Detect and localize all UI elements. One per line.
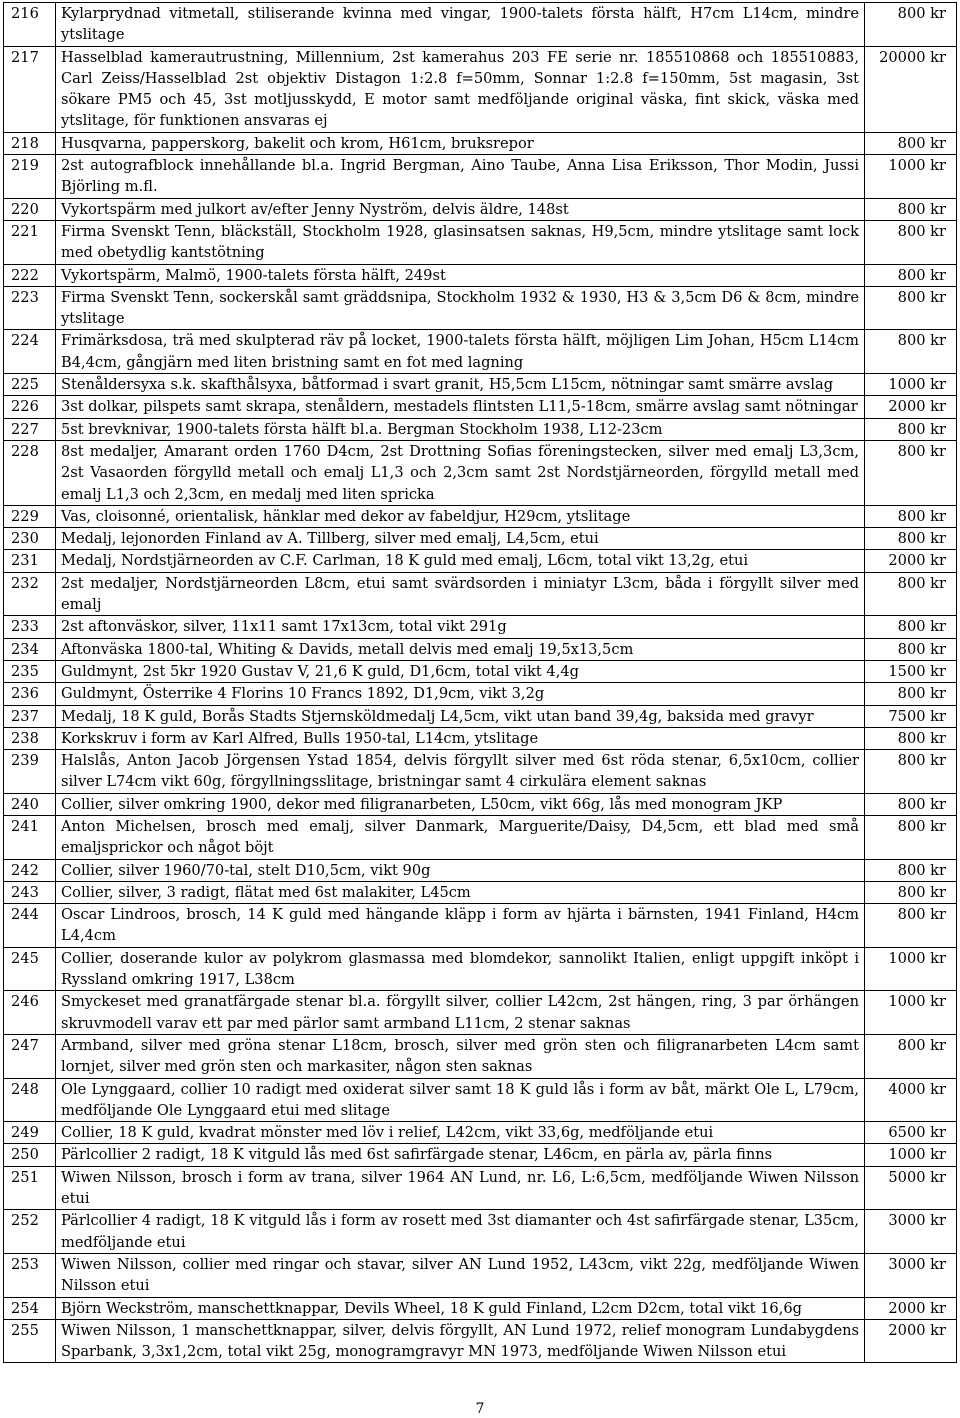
lot-number: 227 bbox=[4, 418, 56, 440]
lot-number: 223 bbox=[4, 286, 56, 330]
lot-estimate: 1000 kr bbox=[865, 1144, 957, 1166]
table-row bbox=[4, 1297, 957, 1319]
lot-estimate: 6500 kr bbox=[865, 1122, 957, 1144]
table-row bbox=[4, 46, 957, 132]
lot-number: 225 bbox=[4, 374, 56, 396]
lot-number: 248 bbox=[4, 1078, 56, 1122]
lot-description: Vas, cloisonné, orientalisk, hänklar med dekor av fabeldjur, H29cm, ytslitage bbox=[56, 505, 865, 527]
lot-number: 241 bbox=[4, 815, 56, 859]
lot-estimate: 800 kr bbox=[865, 904, 957, 948]
lot-number: 238 bbox=[4, 727, 56, 749]
lot-estimate: 800 kr bbox=[865, 750, 957, 794]
table-row bbox=[4, 264, 957, 286]
lot-estimate: 2000 kr bbox=[865, 550, 957, 572]
lot-estimate: 800 kr bbox=[865, 220, 957, 264]
lot-description: Collier, silver omkring 1900, dekor med filigranarbeten, L50cm, vikt 66g, lås med monogram JKP bbox=[56, 793, 865, 815]
table-row bbox=[4, 705, 957, 727]
lot-description: Medalj, Nordstjärneorden av C.F. Carlman, 18 K guld med emalj, L6cm, total vikt 13,2g, etui bbox=[56, 550, 865, 572]
lot-description: Anton Michelsen, brosch med emalj, silver Danmark, Marguerite/Daisy, D4,5cm, ett blad med små emaljsprickor och något böjt bbox=[56, 815, 865, 859]
lot-description: Medalj, 18 K guld, Borås Stadts Stjernsköldmedalj L4,5cm, vikt utan band 39,4g, baksida med gravyr bbox=[56, 705, 865, 727]
lot-number: 221 bbox=[4, 220, 56, 264]
lot-number: 234 bbox=[4, 638, 56, 660]
lot-description: Stenåldersyxa s.k. skafthålsyxa, båtformad i svart granit, H5,5cm L15cm, nötningar samt smärre avslag bbox=[56, 374, 865, 396]
lot-estimate: 800 kr bbox=[865, 198, 957, 220]
table-row bbox=[4, 660, 957, 682]
lot-number: 219 bbox=[4, 155, 56, 199]
auction-lot-table bbox=[3, 2, 957, 1363]
lot-estimate: 800 kr bbox=[865, 727, 957, 749]
lot-estimate: 2000 kr bbox=[865, 1297, 957, 1319]
lot-estimate: 800 kr bbox=[865, 505, 957, 527]
table-row bbox=[4, 396, 957, 418]
lot-estimate: 800 kr bbox=[865, 132, 957, 154]
lot-number: 226 bbox=[4, 396, 56, 418]
lot-estimate: 2000 kr bbox=[865, 1319, 957, 1363]
lot-description: Guldmynt, Österrike 4 Florins 10 Francs 1892, D1,9cm, vikt 3,2g bbox=[56, 683, 865, 705]
lot-estimate: 1500 kr bbox=[865, 660, 957, 682]
table-row bbox=[4, 198, 957, 220]
table-row bbox=[4, 505, 957, 527]
lot-description: 8st medaljer, Amarant orden 1760 D4cm, 2st Drottning Sofias föreningstecken, silver med emalj L3,3cm, 2st Vasaorden förgylld metall och emalj L1,3 och 2,3cm samt 2st Nordstjärneorden, förgylld metall med emalj L1,3 och 2,3cm, en medalj med liten spricka bbox=[56, 440, 865, 505]
lot-description: 2st medaljer, Nordstjärneorden L8cm, etui samt svärdsorden i miniatyr L3cm, båda i förgyllt silver med emalj bbox=[56, 572, 865, 616]
lot-number: 229 bbox=[4, 505, 56, 527]
table-row bbox=[4, 220, 957, 264]
lot-estimate: 4000 kr bbox=[865, 1078, 957, 1122]
lot-description: 3st dolkar, pilspets samt skrapa, stenåldern, mestadels flintsten L11,5-18cm, smärre avslag samt nötningar bbox=[56, 396, 865, 418]
lot-estimate: 800 kr bbox=[865, 1034, 957, 1078]
lot-estimate: 1000 kr bbox=[865, 374, 957, 396]
lot-description: Armband, silver med gröna stenar L18cm, brosch, silver med grön sten och filigranarbeten L4cm samt lornjet, silver med grön sten och markasiter, någon sten saknas bbox=[56, 1034, 865, 1078]
lot-estimate: 3000 kr bbox=[865, 1253, 957, 1297]
lot-description: Collier, silver 1960/70-tal, stelt D10,5cm, vikt 90g bbox=[56, 859, 865, 881]
lot-table-body bbox=[4, 3, 957, 1363]
lot-estimate: 1000 kr bbox=[865, 155, 957, 199]
table-row bbox=[4, 793, 957, 815]
lot-estimate: 1000 kr bbox=[865, 991, 957, 1035]
table-row bbox=[4, 638, 957, 660]
table-row bbox=[4, 1144, 957, 1166]
lot-description: 2st autografblock innehållande bl.a. Ingrid Bergman, Aino Taube, Anna Lisa Eriksson, Thor Modin, Jussi Björling m.fl. bbox=[56, 155, 865, 199]
lot-description: Firma Svenskt Tenn, sockerskål samt gräddsnipa, Stockholm 1932 & 1930, H3 & 3,5cm D6 & 8cm, mindre ytslitage bbox=[56, 286, 865, 330]
table-row bbox=[4, 330, 957, 374]
lot-number: 250 bbox=[4, 1144, 56, 1166]
lot-number: 244 bbox=[4, 904, 56, 948]
table-row bbox=[4, 572, 957, 616]
lot-description: Vykortspärm, Malmö, 1900-talets första hälft, 249st bbox=[56, 264, 865, 286]
table-row bbox=[4, 881, 957, 903]
lot-estimate: 800 kr bbox=[865, 440, 957, 505]
lot-description: Firma Svenskt Tenn, bläckställ, Stockholm 1928, glasinsatsen saknas, H9,5cm, mindre ytslitage samt lock med obetydlig kantstötning bbox=[56, 220, 865, 264]
table-row bbox=[4, 418, 957, 440]
table-row bbox=[4, 947, 957, 991]
lot-description: Vykortspärm med julkort av/efter Jenny Nyström, delvis äldre, 148st bbox=[56, 198, 865, 220]
table-row bbox=[4, 3, 957, 47]
table-row bbox=[4, 815, 957, 859]
lot-estimate: 800 kr bbox=[865, 683, 957, 705]
lot-estimate: 2000 kr bbox=[865, 396, 957, 418]
table-row bbox=[4, 440, 957, 505]
lot-number: 247 bbox=[4, 1034, 56, 1078]
lot-number: 232 bbox=[4, 572, 56, 616]
lot-number: 233 bbox=[4, 616, 56, 638]
lot-description: Aftonväska 1800-tal, Whiting & Davids, metall delvis med emalj 19,5x13,5cm bbox=[56, 638, 865, 660]
lot-number: 217 bbox=[4, 46, 56, 132]
table-row bbox=[4, 991, 957, 1035]
lot-number: 239 bbox=[4, 750, 56, 794]
lot-description: Collier, doserande kulor av polykrom glasmassa med blomdekor, sannolikt Italien, enligt uppgift inköpt i Ryssland omkring 1917, L38cm bbox=[56, 947, 865, 991]
lot-number: 228 bbox=[4, 440, 56, 505]
lot-estimate: 800 kr bbox=[865, 330, 957, 374]
page-number: 7 bbox=[475, 1401, 485, 1417]
lot-description: Halslås, Anton Jacob Jörgensen Ystad 1854, delvis förgyllt silver med 6st röda stenar, 6,5x10cm, collier silver L74cm vikt 60g, förgyllningsslitage, bristningar samt 4 cirkulära element saknas bbox=[56, 750, 865, 794]
lot-number: 242 bbox=[4, 859, 56, 881]
table-row bbox=[4, 1253, 957, 1297]
lot-estimate: 800 kr bbox=[865, 528, 957, 550]
table-row bbox=[4, 132, 957, 154]
lot-number: 237 bbox=[4, 705, 56, 727]
lot-description: 2st aftonväskor, silver, 11x11 samt 17x13cm, total vikt 291g bbox=[56, 616, 865, 638]
lot-estimate: 1000 kr bbox=[865, 947, 957, 991]
lot-description: Korkskruv i form av Karl Alfred, Bulls 1950-tal, L14cm, ytslitage bbox=[56, 727, 865, 749]
lot-number: 253 bbox=[4, 1253, 56, 1297]
lot-number: 224 bbox=[4, 330, 56, 374]
lot-description: 5st brevknivar, 1900-talets första hälft bl.a. Bergman Stockholm 1938, L12-23cm bbox=[56, 418, 865, 440]
lot-estimate: 800 kr bbox=[865, 793, 957, 815]
lot-number: 249 bbox=[4, 1122, 56, 1144]
lot-estimate: 800 kr bbox=[865, 881, 957, 903]
lot-estimate: 800 kr bbox=[865, 859, 957, 881]
lot-number: 236 bbox=[4, 683, 56, 705]
lot-number: 231 bbox=[4, 550, 56, 572]
lot-number: 220 bbox=[4, 198, 56, 220]
lot-description: Frimärksdosa, trä med skulpterad räv på locket, 1900-talets första hälft, möjligen Lim Johan, H5cm L14cm B4,4cm, gångjärn med liten bristning samt en fot med lagning bbox=[56, 330, 865, 374]
lot-number: 216 bbox=[4, 3, 56, 47]
lot-number: 218 bbox=[4, 132, 56, 154]
lot-number: 246 bbox=[4, 991, 56, 1035]
lot-description: Medalj, lejonorden Finland av A. Tillberg, silver med emalj, L4,5cm, etui bbox=[56, 528, 865, 550]
lot-description: Husqvarna, papperskorg, bakelit och krom, H61cm, bruksrepor bbox=[56, 132, 865, 154]
lot-estimate: 3000 kr bbox=[865, 1210, 957, 1254]
lot-number: 254 bbox=[4, 1297, 56, 1319]
table-row bbox=[4, 1166, 957, 1210]
lot-estimate: 800 kr bbox=[865, 572, 957, 616]
lot-estimate: 800 kr bbox=[865, 286, 957, 330]
lot-estimate: 800 kr bbox=[865, 264, 957, 286]
lot-number: 240 bbox=[4, 793, 56, 815]
lot-estimate: 800 kr bbox=[865, 3, 957, 47]
lot-description: Pärlcollier 4 radigt, 18 K vitguld lås i form av rosett med 3st diamanter och 4st safirfärgade stenar, L35cm, medföljande etui bbox=[56, 1210, 865, 1254]
lot-number: 222 bbox=[4, 264, 56, 286]
lot-description: Hasselblad kamerautrustning, Millennium, 2st kamerahus 203 FE serie nr. 185510868 och 185510883, Carl Zeiss/Hasselblad 2st objektiv Distagon 1:2.8 f=50mm, Sonnar 1:2.8 f=150mm, 5st magasin, 3st sökare PM5 och 45, 3st motljusskydd, E motor samt medföljande original väska, fint skick, väska med ytslitage, för funktionen ansvaras ej bbox=[56, 46, 865, 132]
lot-estimate: 7500 kr bbox=[865, 705, 957, 727]
lot-estimate: 800 kr bbox=[865, 418, 957, 440]
table-row bbox=[4, 859, 957, 881]
table-row bbox=[4, 1319, 957, 1363]
table-row bbox=[4, 904, 957, 948]
lot-description: Collier, silver, 3 radigt, flätat med 6st malakiter, L45cm bbox=[56, 881, 865, 903]
lot-description: Smyckeset med granatfärgade stenar bl.a. förgyllt silver, collier L42cm, 2st hängen, ring, 3 par örhängen skruvmodell varav ett par med pärlor samt armband L11cm, 2 stenar saknas bbox=[56, 991, 865, 1035]
lot-estimate: 20000 kr bbox=[865, 46, 957, 132]
lot-estimate: 800 kr bbox=[865, 638, 957, 660]
table-row bbox=[4, 1210, 957, 1254]
lot-number: 255 bbox=[4, 1319, 56, 1363]
lot-number: 243 bbox=[4, 881, 56, 903]
lot-description: Guldmynt, 2st 5kr 1920 Gustav V, 21,6 K guld, D1,6cm, total vikt 4,4g bbox=[56, 660, 865, 682]
lot-description: Wiwen Nilsson, collier med ringar och stavar, silver AN Lund 1952, L43cm, vikt 22g, medföljande Wiwen Nilsson etui bbox=[56, 1253, 865, 1297]
lot-number: 252 bbox=[4, 1210, 56, 1254]
lot-number: 230 bbox=[4, 528, 56, 550]
lot-estimate: 800 kr bbox=[865, 815, 957, 859]
table-row bbox=[4, 683, 957, 705]
lot-number: 235 bbox=[4, 660, 56, 682]
table-row bbox=[4, 286, 957, 330]
table-row bbox=[4, 727, 957, 749]
lot-description: Kylarprydnad vitmetall, stiliserande kvinna med vingar, 1900-talets första hälft, H7cm L14cm, mindre ytslitage bbox=[56, 3, 865, 47]
lot-description: Oscar Lindroos, brosch, 14 K guld med hängande kläpp i form av hjärta i bärnsten, 1941 Finland, H4cm L4,4cm bbox=[56, 904, 865, 948]
table-row bbox=[4, 1034, 957, 1078]
lot-description: Collier, 18 K guld, kvadrat mönster med löv i relief, L42cm, vikt 33,6g, medföljande etui bbox=[56, 1122, 865, 1144]
lot-estimate: 800 kr bbox=[865, 616, 957, 638]
table-row bbox=[4, 1078, 957, 1122]
lot-estimate: 5000 kr bbox=[865, 1166, 957, 1210]
table-row bbox=[4, 750, 957, 794]
table-row bbox=[4, 155, 957, 199]
lot-description: Wiwen Nilsson, 1 manschettknappar, silver, delvis förgyllt, AN Lund 1972, relief monogram Lundabygdens Sparbank, 3,3x1,2cm, total vikt 25g, monogramgravyr MN 1973, medföljande Wiwen Nilsson etui bbox=[56, 1319, 865, 1363]
table-row bbox=[4, 528, 957, 550]
lot-number: 251 bbox=[4, 1166, 56, 1210]
lot-description: Pärlcollier 2 radigt, 18 K vitguld lås med 6st safirfärgade stenar, L46cm, en pärla av, pärla finns bbox=[56, 1144, 865, 1166]
lot-number: 245 bbox=[4, 947, 56, 991]
table-row bbox=[4, 374, 957, 396]
lot-description: Ole Lynggaard, collier 10 radigt med oxiderat silver samt 18 K guld lås i form av båt, märkt Ole L, L79cm, medföljande Ole Lynggaard etui med slitage bbox=[56, 1078, 865, 1122]
table-row bbox=[4, 550, 957, 572]
lot-description: Björn Weckström, manschettknappar, Devils Wheel, 18 K guld Finland, L2cm D2cm, total vikt 16,6g bbox=[56, 1297, 865, 1319]
lot-description: Wiwen Nilsson, brosch i form av trana, silver 1964 AN Lund, nr. L6, L:6,5cm, medföljande Wiwen Nilsson etui bbox=[56, 1166, 865, 1210]
table-row bbox=[4, 616, 957, 638]
table-row bbox=[4, 1122, 957, 1144]
